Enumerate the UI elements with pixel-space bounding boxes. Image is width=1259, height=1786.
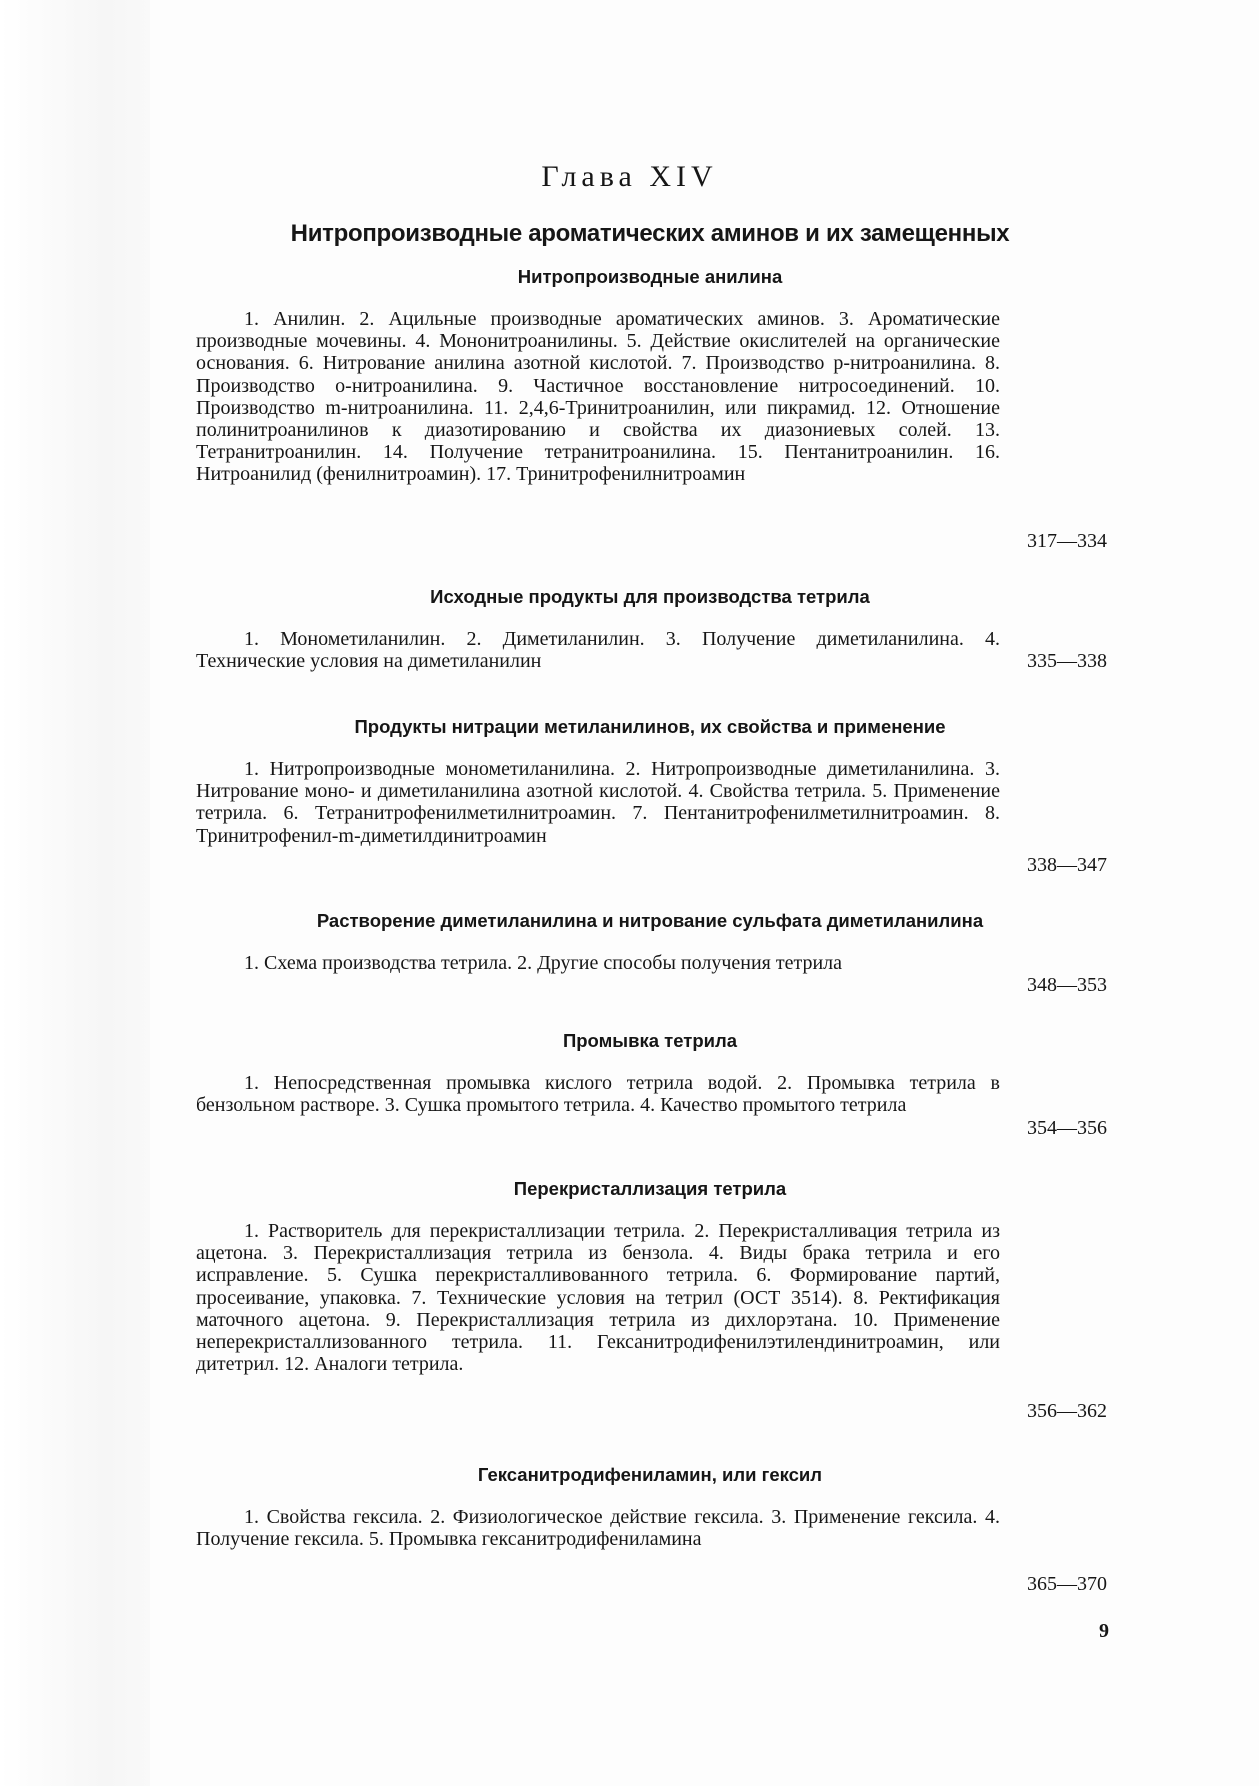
section-title: Гексанитродифениламин, или гексил — [477, 1464, 823, 1485]
section-pages: 356—362 — [1027, 1400, 1107, 1422]
section-text: 1. Нитропроизводные монометиланилина. 2. Нитропроизводные диметиланилина. 3. Нитрование моно- и диметиланилина азотной кислотой. 4. Свойства тетрила. 5. Применение тетрила. 6. Тетранитрофенилметилнитроамин. 7. Пентанитрофенилметилнитроамин. 8. Тринитрофенил-m-диметилдинитроамин — [196, 758, 1000, 847]
section-text: 1. Непосредственная промывка кислого тетрила водой. 2. Промывка тетрила в бензольном растворе. 3. Сушка промытого тетрила. 4. Качество промытого тетрила — [196, 1072, 1000, 1117]
section-pages: 338—347 — [1027, 854, 1107, 876]
section-text: 1. Схема производства тетрила. 2. Другие способы получения тетрила — [244, 952, 843, 974]
chapter-title: Глава XIV — [541, 160, 718, 193]
section-pages: 335—338 — [1027, 650, 1107, 672]
section-text: 1. Анилин. 2. Ацильные производные ароматических аминов. 3. Ароматические производные мочевины. 4. Мононитроанилины. 5. Действие окислителей на органические основания. 6. Нитрование анилина азотной кислотой. 7. Производство p-нитроанилина. 8. Производство o-нитроанилина. 9. Частичное восстановление нитросоединений. 10. Производство m-нитроанилина. 11. 2,4,6-Тринитроанилин, или пикрамид. 12. Отношение полинитроанилинов к диазотированию и свойства их диазониевых солей. 13. Тетранитроанилин. 14. Получение тетранитроанилина. 15. Пентанитроанилин. 16. Нитроанилид (фенилнитроамин). 17. Тринитрофенилнитроамин — [196, 308, 1000, 486]
section-text: 1. Свойства гексила. 2. Физиологическое действие гексила. 3. Применение гексила. 4. Получение гексила. 5. Промывка гексанитродифениламина — [196, 1506, 1000, 1551]
section-title: Растворение диметиланилина и нитрование сульфата диметиланилина — [316, 910, 984, 931]
section-pages: 348—353 — [1027, 974, 1107, 996]
page-number: 9 — [1099, 1620, 1109, 1642]
section-title: Нитропроизводные анилина — [517, 266, 783, 287]
section-pages: 365—370 — [1027, 1573, 1107, 1595]
section-pages: 354—356 — [1027, 1117, 1107, 1139]
section-title: Исходные продукты для производства тетрила — [430, 586, 870, 607]
section-text: 1. Растворитель для перекристаллизации тетрила. 2. Перекристалливация тетрила из ацетона. 3. Перекристаллизация тетрила из бензола. 4. Виды брака тетрила и его исправление. 5. Сушка перекристалливованного тетрила. 6. Формирование партий, просеивание, упаковка. 7. Технические условия на тетрил (ОСТ 3514). 8. Ректификация маточного ацетона. 9. Перекристаллизация тетрила из дихлорэтана. 10. Применение неперекристаллизованного тетрила. 11. Гексанитродифенилэтилендинитроамин, или дитетрил. 12. Аналоги тетрила. — [196, 1220, 1000, 1376]
scan-shadow — [0, 0, 150, 1786]
chapter-heading: Нитропроизводные ароматических аминов и их замещенных — [290, 220, 1010, 247]
section-pages: 317—334 — [1027, 530, 1107, 552]
section-title: Продукты нитрации метиланилинов, их свойства и применение — [354, 716, 946, 737]
section-title: Перекристаллизация тетрила — [513, 1178, 787, 1199]
section-text: 1. Монометиланилин. 2. Диметиланилин. 3. Получение диметиланилина. 4. Технические условия на диметиланилин — [196, 628, 1000, 673]
section-title: Промывка тетрила — [562, 1030, 738, 1051]
